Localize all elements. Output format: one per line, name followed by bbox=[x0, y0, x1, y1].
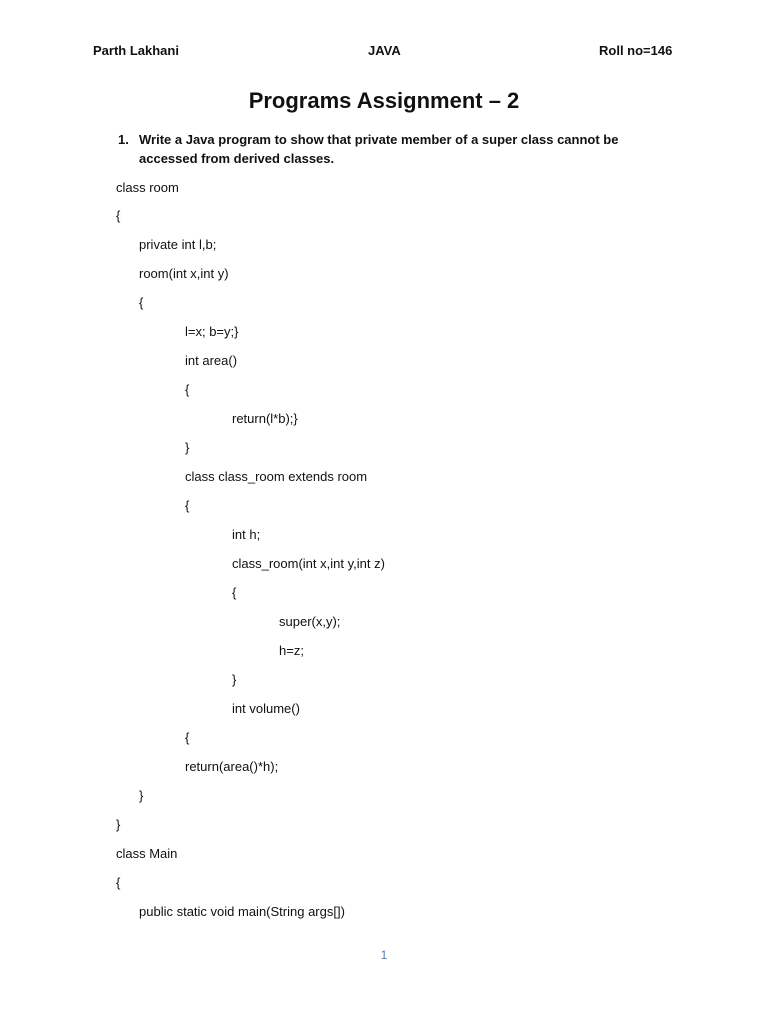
code-line: } bbox=[185, 440, 190, 455]
code-line: } bbox=[139, 788, 144, 803]
header-author: Parth Lakhani bbox=[93, 43, 179, 58]
code-line: } bbox=[232, 672, 237, 687]
header-subject: JAVA bbox=[368, 43, 401, 58]
code-line: { bbox=[116, 208, 121, 223]
code-line: int area() bbox=[185, 353, 238, 368]
page-title: Programs Assignment – 2 bbox=[248, 88, 520, 113]
code-line: { bbox=[185, 382, 190, 397]
code-line: { bbox=[232, 585, 237, 600]
code-line: l=x; b=y;} bbox=[185, 324, 239, 339]
code-line: class class_room extends room bbox=[185, 469, 368, 484]
code-line: class room bbox=[116, 180, 179, 195]
code-line: public static void main(String args[]) bbox=[139, 904, 345, 919]
code-line: h=z; bbox=[279, 643, 304, 658]
code-line: { bbox=[185, 730, 190, 745]
code-line: class Main bbox=[116, 846, 178, 861]
code-line: { bbox=[139, 295, 144, 310]
code-line: return(area()*h); bbox=[185, 759, 279, 774]
code-line: { bbox=[116, 875, 121, 890]
code-line: { bbox=[185, 498, 190, 513]
code-line: } bbox=[116, 817, 121, 832]
code-line: int h; bbox=[232, 527, 261, 542]
code-line: int volume() bbox=[232, 701, 300, 716]
question-number: 1. bbox=[118, 132, 129, 147]
code-line: super(x,y); bbox=[279, 614, 341, 629]
code-line: private int l,b; bbox=[139, 237, 217, 252]
page-number: 1 bbox=[380, 948, 388, 962]
question-text: Write a Java program to show that private member of a super class cannot be accessed from derived classes. bbox=[139, 132, 619, 166]
code-line: room(int x,int y) bbox=[139, 266, 229, 281]
code-line: return(l*b);} bbox=[232, 411, 298, 426]
code-line: class_room(int x,int y,int z) bbox=[232, 556, 385, 571]
header-roll-number: Roll no=146 bbox=[599, 43, 673, 58]
